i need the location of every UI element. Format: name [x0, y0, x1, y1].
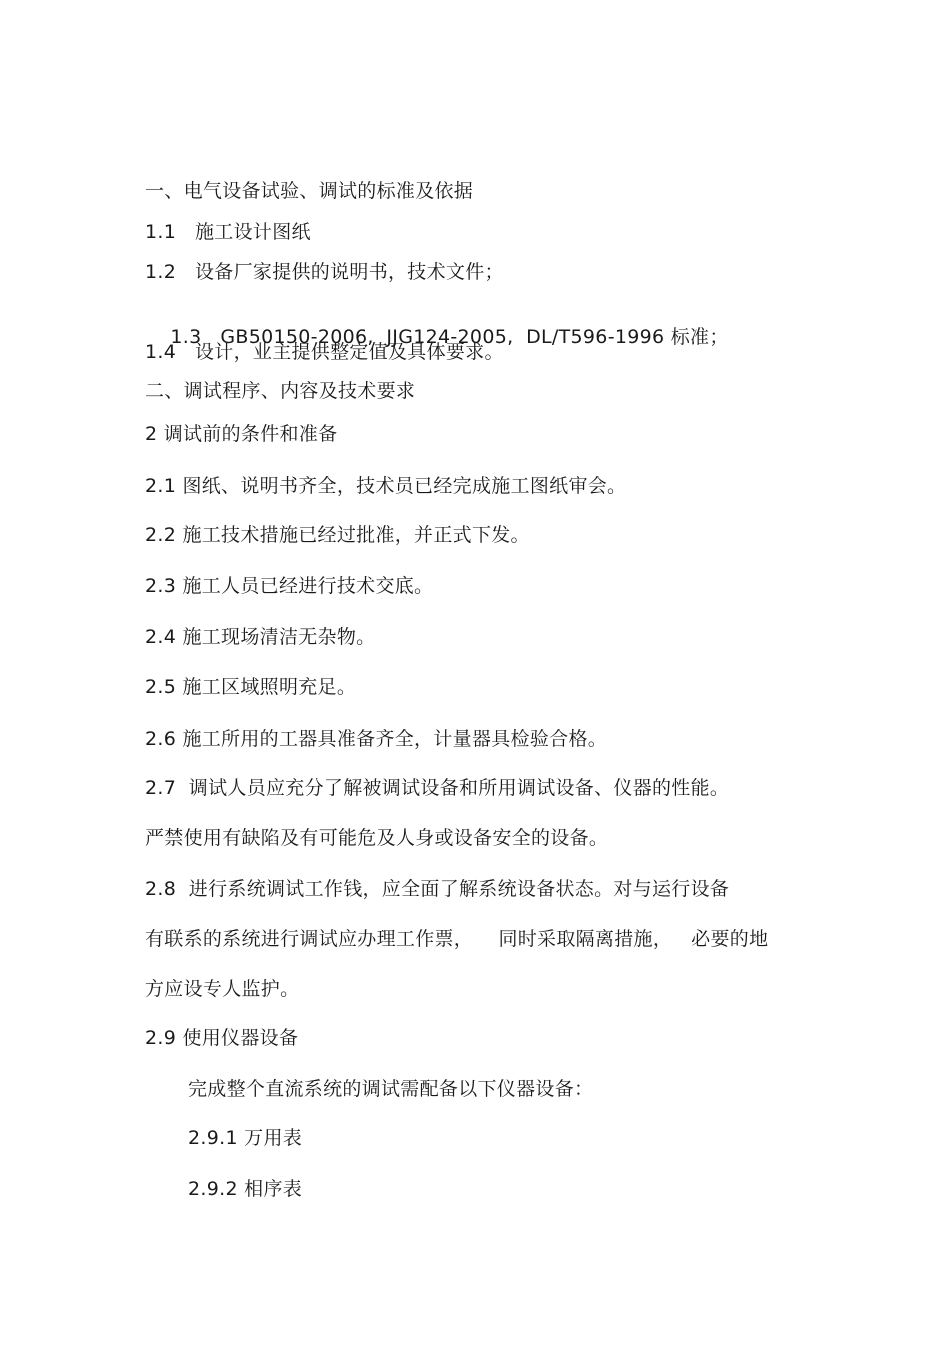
item-1-4-text: 设计，业主提供整定值及具体要求。	[195, 341, 504, 363]
item-2-9-1: 2.9.1 万用表	[188, 1127, 303, 1149]
item-2-6: 2.6 施工所用的工器具准备齐全，计量器具检验合格。	[145, 728, 608, 750]
section-2-subtitle: 2 调试前的条件和准备	[145, 423, 338, 445]
item-1-1	[145, 220, 311, 244]
item-2-3: 2.3 施工人员已经进行技术交底。	[145, 575, 434, 597]
item-2-5: 2.5 施工区域照明充足。	[145, 676, 357, 698]
item-2-9-2: 2.9.2 相序表	[188, 1178, 303, 1200]
section-1-title: 一、电气设备试验、调试的标准及依据	[145, 180, 474, 202]
item-1-3-number: 1.3	[170, 326, 202, 348]
section-2-title: 二、调试程序、内容及技术要求	[145, 380, 416, 402]
item-1-4	[145, 340, 504, 364]
item-1-3-text: GB50150-2006, JJG124-2005, DL/T596-1996 标准；	[220, 326, 729, 348]
item-2-7-line-1: 2.7 调试人员应充分了解被调试设备和所用调试设备、仪器的性能。	[145, 777, 730, 799]
item-2-8-line-2: 有联系的系统进行调试应办理工作票， 同时采取隔离措施， 必要的地	[145, 928, 769, 950]
item-2-8-line-1: 2.8 进行系统调试工作钱，应全面了解系统设备状态。对与运行设备	[145, 878, 730, 900]
item-1-2-text: 设备厂家提供的说明书，技术文件；	[195, 261, 504, 283]
item-2-2: 2.2 施工技术措施已经过批准，并正式下发。	[145, 524, 530, 546]
item-1-4-number: 1.4	[145, 341, 177, 363]
item-1-2	[145, 260, 504, 284]
item-1-1-text: 施工设计图纸	[195, 221, 311, 243]
item-1-2-number: 1.2	[145, 261, 177, 283]
item-2-7-line-2: 严禁使用有缺陷及有可能危及人身或设备安全的设备。	[145, 827, 609, 849]
item-2-9: 2.9 使用仪器设备	[145, 1027, 299, 1049]
item-2-8-line-3: 方应设专人监护。	[145, 978, 300, 1000]
item-1-1-number: 1.1	[145, 221, 177, 243]
item-2-4: 2.4 施工现场清洁无杂物。	[145, 626, 376, 648]
item-2-1: 2.1 图纸、说明书齐全，技术员已经完成施工图纸审会。	[145, 475, 627, 497]
item-2-9-intro: 完成整个直流系统的调试需配备以下仪器设备：	[188, 1078, 594, 1100]
